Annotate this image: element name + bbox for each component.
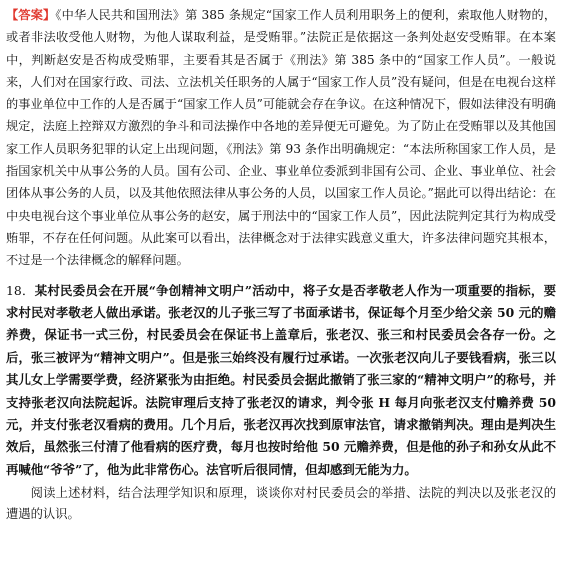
question-paragraph (6, 280, 556, 482)
question-prompt: 阅读上述材料，结合法理学知识和原理，谈谈你对村民委员会的举措、法院的判决以及张老汉的遭遇的认识。 (6, 486, 556, 522)
question-number: 18． (6, 282, 35, 298)
answer-tag: 【答案】 (6, 8, 56, 22)
answer-paragraph (6, 4, 556, 272)
question-text: 某村民委员会在开展“争创精神文明户”活动中，将子女是否孝敬老人作为一项重要的指标，要求村民对孝敬老人做出承诺。张老汉的儿子张三写了书面承诺书，保证每个月至少给父亲 50 元的赡养费，保证书一式三份，村民委员会在保证书上盖章后，张老汉、张三和村民委员会各存一份。之后，张三被评为“精神文明户”。但是张三始终没有履行过承诺。一次张老汉向儿子要钱看病，张三以其儿女上学需要学费，经济紧张为由拒绝。村民委员会据此撤销了张三家的“精神文明户”的称号，并支持张老汉向法院起诉。法院审理后支持了张老汉的请求，判令张 H 每月向张老汉支付赡养费 50 元，并支付张老汉看病的费用。几个月后，张老汉再次找到原审法官，请求撤销判决。理由是判决生效后，虽然张三付清了他看病的医疗费，每月也按时给他 50 元赡养费，但是他的孙子和孙女从此不再喊他“爷爷”了，他为此非常伤心。法官听后很同情，但却感到无能为力。 (6, 282, 556, 477)
answer-text: 《中华人民共和国刑法》第 385 条规定“国家工作人员利用职务上的便利，索取他人财物的，或者非法收受他人财物，为他人谋取利益，是受贿罪。”法院正是依据这一条判处赵安受贿罪。在本案中，判断赵安是否构成受贿罪，主要看其是否属于《刑法》第 385 条中的“国家工作人员”。一般说来，人们对在国家行政、司法、立法机关任职务的人属于“国家工作人员”没有疑问，但是在电视台这样的事业单位中工作的人是否属于“国家工作人员”可能就会存在争议。在这种情况下，假如法律没有明确规定，法庭上控辩双方激烈的争斗和司法操作中各地的差异便无可避免。为了防止在受贿罪以及其他国家工作人员职务犯罪的认定上出现问题，《刑法》第 93 条作出明确规定：“本法所称国家工作人员，是指国家机关中从事公务的人员。国有公司、企业、事业单位委派到非国有公司、企业、事业单位、社会团体从事公务的人员，以及其他依照法律从事公务的人员，以国家工作人员论。”据此可以得出结论：在中央电视台这个事业单位从事公务的赵安，属于刑法中的“国家工作人员”，因此法院判定其行为构成受贿罪，不存在任何问题。从此案可以看出，法律概念对于法律实践意义重大，许多法律问题究其根本，不过是一个法律概念的解释问题。 (6, 8, 557, 268)
